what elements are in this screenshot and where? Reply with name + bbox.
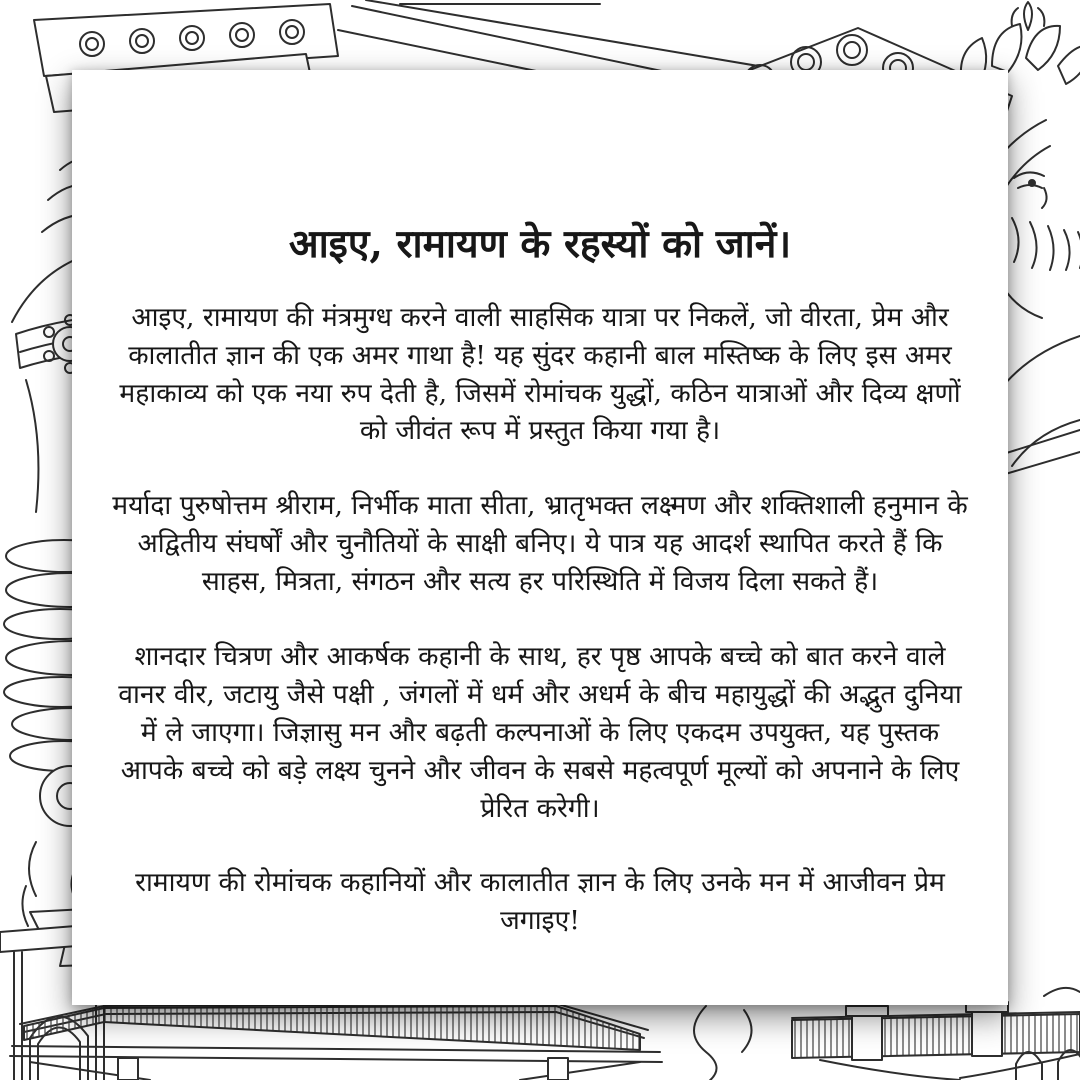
page-title: आइए, रामायण के रहस्यों को जानें। — [288, 221, 792, 267]
incense-smoke — [694, 1006, 752, 1080]
paragraph-closing: रामायण की रोमांचक कहानियों और कालातीत ज्ञान के लिए उनके मन में आजीवन प्रेम जगाइए! — [135, 867, 945, 937]
paragraph-intro: आइए, रामायण की मंत्रमुग्ध करने वाली साहसिक यात्रा पर निकलें, जो वीरता, प्रेम और कालातीत ज्ञान की एक अमर गाथा है! यह सुंदर कहानी बाल मस्तिष्क के लिए इस अमर महाकाव्य को एक नया रुप देती है, जिसमें रोमांचक युद्धों, कठिन यात्राओं और दिव्य क्षणों को जीवंत रूप में प्रस्तुत किया गया है। — [119, 301, 961, 447]
paragraph-characters: मर्यादा पुरुषोत्तम श्रीराम, निर्भीक माता सीता, भ्रातृभक्त लक्ष्मण और शक्तिशाली हनुमान के अद्वितीय संघर्षों और चुनौतियों के साक्षी बनिए। ये पात्र यह आदर्श स्थापित करते हैं कि साहस, मित्रता, संगठन और सत्य हर परिस्थिति में विजय दिला सकते हैं। — [112, 490, 968, 598]
paragraph-illustrations: शानदार चित्रण और आकर्षक कहानी के साथ, हर पृष्ठ आपके बच्चे को बात करने वाले वानर वीर, जटायु जैसे पक्षी , जंगलों में धर्म और अधर्म के बीच महायुद्धों की अद्भुत दुनिया में ले जाएगा। जिज्ञासु मन और बढ़ती कल्पनाओं के लिए एकदम उपयुक्त, यह पुस्तक आपके बच्चे को बड़े लक्ष्य चुनने और जीवन के सबसे महत्वपूर्ण मूल्यों को अपनाने के लिए प्रेरित करेगी। — [118, 640, 962, 824]
text-card — [72, 70, 1008, 1005]
